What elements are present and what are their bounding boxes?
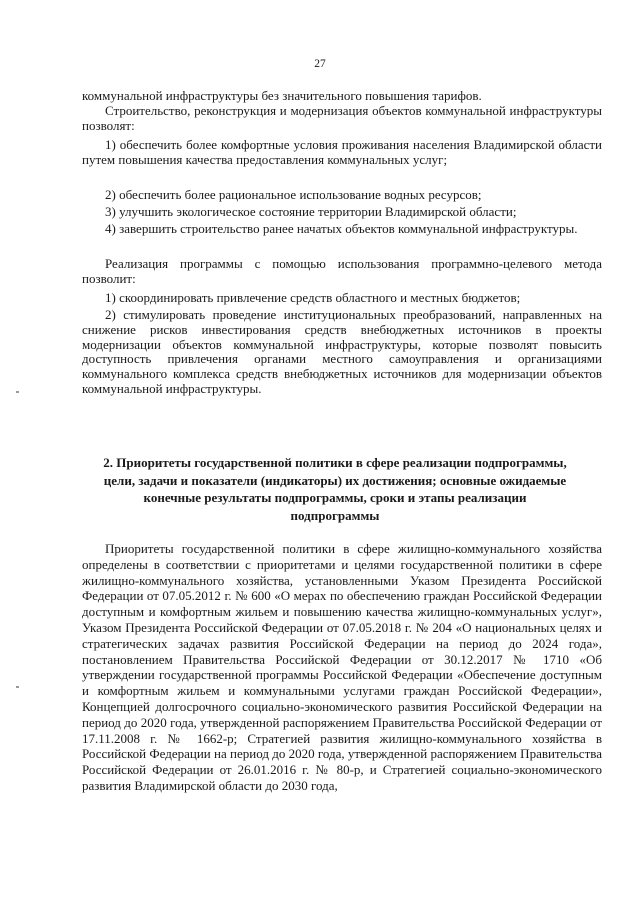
paragraph-item-2: 2) обеспечить более рациональное использование водных ресурсов; <box>105 187 482 202</box>
paragraph-item-3: 3) улучшить экологическое состояние территории Владимирской области; <box>105 204 517 219</box>
paragraph-intro: Строительство, реконструкция и модернизация объектов коммунальной инфраструктуры позволят: <box>82 103 602 133</box>
paragraph-program-item-2: 2) стимулировать проведение институциональных преобразований, направленных на снижение рисков инвестирования средств внебюджетных источников в проекты модернизации объектов коммунальной инфраструктуры, которые позволят повысить доступность привлечения органами местного самоуправления и организациями коммунального комплекса средств внебюджетных источников для модернизации объектов коммунальной инфраструктуры. <box>82 307 602 396</box>
paragraph-program-intro: Реализация программы с помощью использования программно-целевого метода позволит: <box>82 256 602 286</box>
paragraph-continuation: коммунальной инфраструктуры без значительного повышения тарифов. <box>82 88 482 103</box>
margin-mark <box>16 686 19 688</box>
paragraph-program-item-1: 1) скоординировать привлечение средств областного и местных бюджетов; <box>105 290 521 305</box>
page-number: 27 <box>314 58 326 70</box>
paragraph-item-1: 1) обеспечить более комфортные условия проживания населения Владимирской области путем повышения качества предоставления коммунальных услуг; <box>82 137 602 167</box>
margin-mark <box>16 391 19 393</box>
paragraph-item-4: 4) завершить строительство ранее начатых объектов коммунальной инфраструктуры. <box>105 221 578 236</box>
section-heading: 2. Приоритеты государственной политики в сфере реализации подпрограммы, цели, задачи и показатели (индикаторы) их достижения; основные ожидаемые конечные результаты подпрограммы, сроки и этапы реализации подпрограммы <box>103 455 567 523</box>
paragraph-priorities: Приоритеты государственной политики в сфере жилищно-коммунального хозяйства определены в соответствии с приоритетами и целями государственной политики в сфере жилищно-коммунального хозяйства, установленными Указом Президента Российской Федерации от 07.05.2012 г. № 600 «О мерах по обеспечению граждан Российской Федерации доступным и комфортным жильем и повышению качества жилищно-коммунальных услуг», Указом Президента Российской Федерации от 07.05.2018 г. № 204 «О национальных целях и стратегических задачах развития Российской Федерации на период до 2024 года», постановлением Правительства Российской Федерации от 30.12.2017 № 1710 «Об утверждении государственной программы Российской Федерации «Обеспечение доступным и комфортным жильем и коммунальными услугами граждан Российской Федерации», Концепцией долгосрочного социально-экономического развития Российской Федерации на период до 2020 года, утвержденной распоряжением Правительства Российской Федерации от 17.11.2008 г. № 1662-р; Стратегией развития жилищно-коммунального хозяйства в Российской Федерации на период до 2020 года, утвержденной распоряжением Правительства Российской Федерации от 26.01.2016 г. № 80-р, и Стратегией социально-экономического развития Владимирской области до 2030 года, <box>82 541 602 793</box>
